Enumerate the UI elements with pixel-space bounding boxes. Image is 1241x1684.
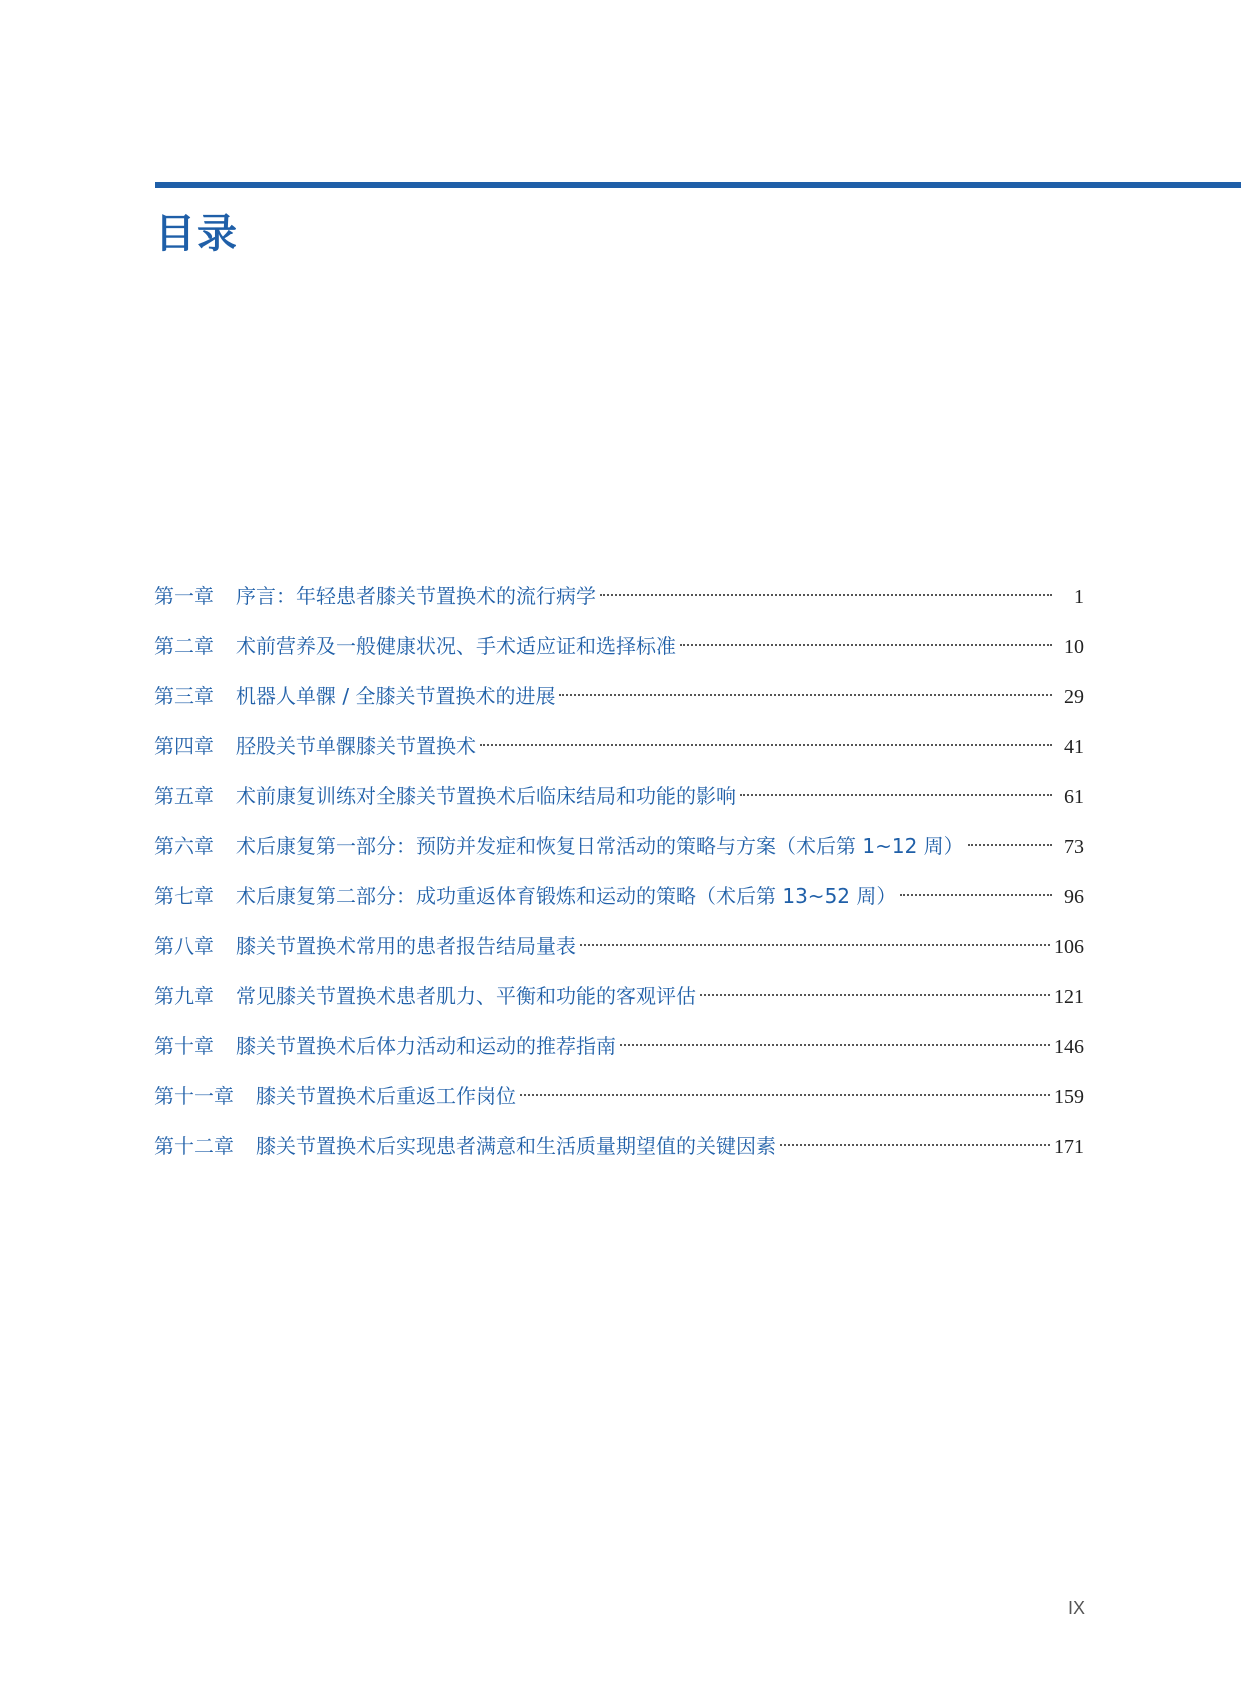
toc-entry[interactable] [154,626,1084,676]
toc-page-number: 1 [1074,586,1084,608]
toc-page-number: 106 [1054,936,1084,958]
toc-page-number: 146 [1054,1036,1084,1058]
toc-entry[interactable] [154,826,1084,876]
toc-dot-leader [680,644,1052,646]
toc-entry[interactable] [154,876,1084,926]
toc-chapter-title: 术后康复第二部分：成功重返体育锻炼和运动的策略（术后第 13~52 周） [236,884,897,908]
header-rule [155,182,1241,188]
toc-chapter-label: 第十章 [154,1034,214,1058]
toc-chapter-label: 第二章 [154,634,214,658]
toc-chapter-label: 第八章 [154,934,214,958]
toc-chapter-title: 膝关节置换术常用的患者报告结局量表 [236,934,576,958]
toc-entry[interactable] [154,976,1084,1026]
toc-page-number: 121 [1054,986,1084,1008]
toc-page-number: 159 [1054,1086,1084,1108]
toc-chapter-title: 膝关节置换术后体力活动和运动的推荐指南 [236,1034,616,1058]
toc-page-number: 29 [1064,686,1084,708]
toc-dot-leader [580,944,1050,946]
toc-page-number: 96 [1064,886,1084,908]
toc-chapter-label: 第十一章 [154,1084,234,1108]
toc-dot-leader [620,1044,1050,1046]
toc-chapter-label: 第五章 [154,784,214,808]
page-title: 目录 [155,211,239,257]
toc-entry[interactable] [154,1026,1084,1076]
toc-chapter-label: 第六章 [154,834,214,858]
toc-dot-leader [559,694,1052,696]
toc-entry[interactable] [154,1126,1084,1176]
toc-entry[interactable] [154,776,1084,826]
toc-chapter-label: 第七章 [154,884,214,908]
toc-page-number: 73 [1064,836,1084,858]
toc-page-number: 41 [1064,736,1084,758]
toc-dot-leader [968,844,1052,846]
toc-chapter-label: 第四章 [154,734,214,758]
toc-chapter-label: 第十二章 [154,1134,234,1158]
toc-dot-leader [700,994,1050,996]
toc-entry[interactable] [154,1076,1084,1126]
toc-page-number: 61 [1064,786,1084,808]
toc-chapter-label: 第一章 [154,584,214,608]
toc-dot-leader [780,1144,1050,1146]
page-number: IX [1068,1598,1086,1618]
toc-page-number: 171 [1054,1136,1084,1158]
toc-dot-leader [900,894,1052,896]
toc-chapter-title: 胫股关节单髁膝关节置换术 [236,734,476,758]
toc-entry[interactable] [154,726,1084,776]
table-of-contents [154,576,1084,1176]
toc-chapter-label: 第三章 [154,684,214,708]
toc-dot-leader [600,594,1052,596]
toc-chapter-title: 术后康复第一部分：预防并发症和恢复日常活动的策略与方案（术后第 1~12 周） [236,834,964,858]
toc-chapter-title: 膝关节置换术后重返工作岗位 [256,1084,516,1108]
toc-page-number: 10 [1064,636,1084,658]
toc-entry[interactable] [154,676,1084,726]
toc-dot-leader [740,794,1052,796]
toc-chapter-title: 机器人单髁 / 全膝关节置换术的进展 [236,684,556,708]
toc-chapter-label: 第九章 [154,984,214,1008]
toc-dot-leader [480,744,1052,746]
toc-dot-leader [520,1094,1050,1096]
toc-entry[interactable] [154,926,1084,976]
toc-chapter-title: 常见膝关节置换术患者肌力、平衡和功能的客观评估 [236,984,696,1008]
toc-entry[interactable] [154,576,1084,626]
toc-chapter-title: 术前营养及一般健康状况、手术适应证和选择标准 [236,634,676,658]
toc-chapter-title: 术前康复训练对全膝关节置换术后临床结局和功能的影响 [236,784,736,808]
toc-chapter-title: 膝关节置换术后实现患者满意和生活质量期望值的关键因素 [256,1134,776,1158]
toc-chapter-title: 序言：年轻患者膝关节置换术的流行病学 [236,584,596,608]
